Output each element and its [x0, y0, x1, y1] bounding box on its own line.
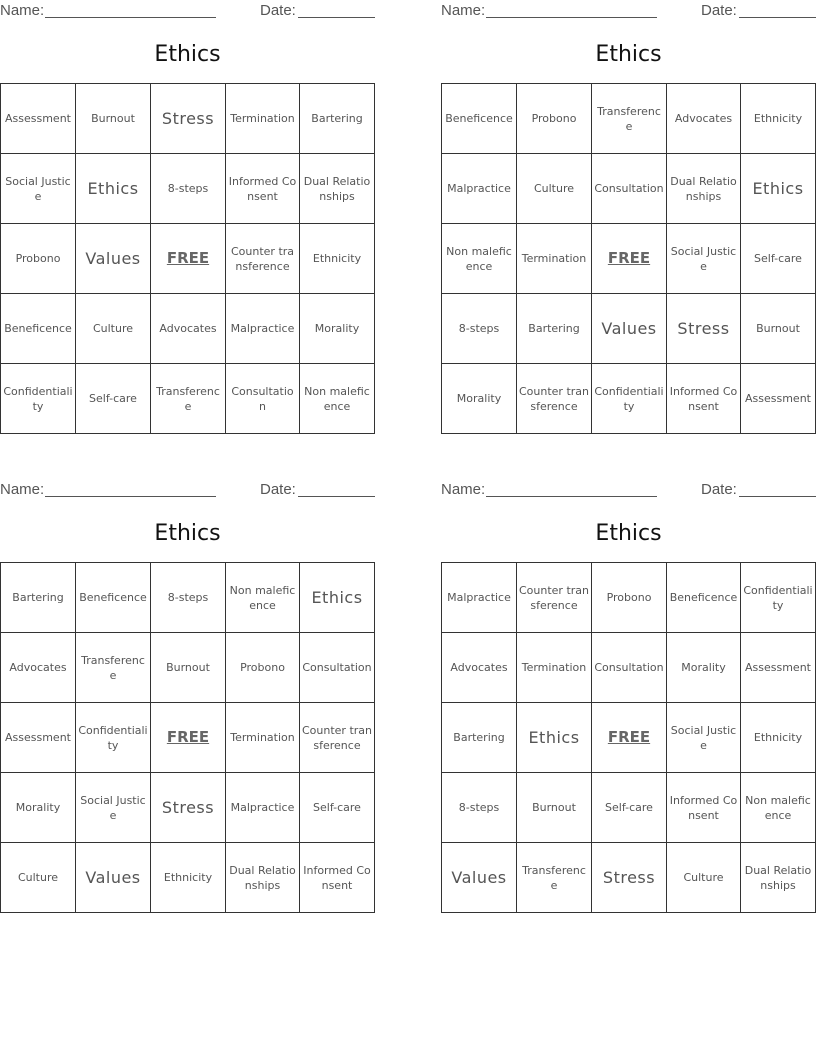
free-space-cell: FREE	[151, 224, 226, 294]
bingo-cell: Probono	[517, 84, 592, 154]
bingo-cell: Consultation	[592, 633, 667, 703]
bingo-cell: Malpractice	[226, 294, 300, 364]
bingo-cell: Informed Consent	[667, 773, 741, 843]
bingo-cell: Dual Relationships	[300, 154, 375, 224]
bingo-cell: Advocates	[1, 633, 76, 703]
date-label: Date:	[701, 481, 737, 498]
bingo-cell: Values	[76, 224, 151, 294]
bingo-cell: Beneficence	[442, 84, 517, 154]
name-label: Name:	[0, 481, 45, 498]
bingo-grid	[0, 83, 375, 434]
bingo-cell: Ethics	[300, 563, 375, 633]
bingo-cell: 8-steps	[151, 563, 226, 633]
bingo-cell: Stress	[151, 84, 226, 154]
bingo-cell: Dual Relationships	[741, 843, 816, 913]
date-line	[739, 496, 816, 497]
bingo-cell: Ethnicity	[741, 84, 816, 154]
bingo-cell: Advocates	[151, 294, 226, 364]
bingo-cell: Informed Consent	[667, 364, 741, 434]
bingo-cell: Morality	[300, 294, 375, 364]
bingo-cell: Termination	[517, 633, 592, 703]
name-label: Name:	[441, 2, 486, 19]
bingo-cell: Malpractice	[442, 563, 517, 633]
bingo-cell: Beneficence	[1, 294, 76, 364]
bingo-cell: Bartering	[517, 294, 592, 364]
bingo-cell: Stress	[592, 843, 667, 913]
bingo-cell: Self-care	[76, 364, 151, 434]
bingo-cell: Confidentiality	[76, 703, 151, 773]
bingo-cell: Self-care	[592, 773, 667, 843]
card-header	[0, 479, 375, 501]
bingo-cell: Dual Relationships	[226, 843, 300, 913]
bingo-cell: Assessment	[741, 364, 816, 434]
bingo-cell: Bartering	[1, 563, 76, 633]
bingo-cell: Probono	[226, 633, 300, 703]
bingo-cell: Bartering	[300, 84, 375, 154]
bingo-grid	[441, 562, 816, 913]
bingo-cell: Values	[592, 294, 667, 364]
free-space-cell: FREE	[592, 224, 667, 294]
bingo-cell: Probono	[1, 224, 76, 294]
bingo-cell: Non maleficence	[226, 563, 300, 633]
bingo-cell: Burnout	[151, 633, 226, 703]
bingo-cell: Burnout	[517, 773, 592, 843]
bingo-cell: Termination	[517, 224, 592, 294]
bingo-cell: Transference	[151, 364, 226, 434]
bingo-cell: Non maleficence	[442, 224, 517, 294]
bingo-cell: Informed Consent	[300, 843, 375, 913]
bingo-cell: Morality	[442, 364, 517, 434]
bingo-cell: Culture	[667, 843, 741, 913]
date-line	[298, 496, 375, 497]
bingo-cell: Transference	[517, 843, 592, 913]
bingo-cell: Ethnicity	[741, 703, 816, 773]
bingo-cell: Self-care	[741, 224, 816, 294]
bingo-cell: Stress	[151, 773, 226, 843]
bingo-cell: Ethnicity	[300, 224, 375, 294]
bingo-cell: Morality	[667, 633, 741, 703]
bingo-cell: Bartering	[442, 703, 517, 773]
bingo-cell: Transference	[592, 84, 667, 154]
bingo-cell: Counter transference	[517, 364, 592, 434]
bingo-cell: Ethics	[741, 154, 816, 224]
card-title: Ethics	[154, 521, 221, 546]
bingo-cell: Confidentiality	[592, 364, 667, 434]
bingo-cell: Advocates	[442, 633, 517, 703]
bingo-cell: Counter transference	[226, 224, 300, 294]
bingo-cell: Culture	[76, 294, 151, 364]
bingo-cell: Confidentiality	[1, 364, 76, 434]
bingo-cell: Assessment	[741, 633, 816, 703]
bingo-cell: Ethics	[76, 154, 151, 224]
bingo-cell: Transference	[76, 633, 151, 703]
name-label: Name:	[441, 481, 486, 498]
bingo-cell: Termination	[226, 703, 300, 773]
date-label: Date:	[260, 2, 296, 19]
name-label: Name:	[0, 2, 45, 19]
bingo-cell: Confidentiality	[741, 563, 816, 633]
card-title: Ethics	[154, 42, 221, 67]
name-line	[45, 496, 216, 497]
date-line	[298, 17, 375, 18]
bingo-cell: Malpractice	[226, 773, 300, 843]
bingo-cell: Beneficence	[76, 563, 151, 633]
bingo-cell: Dual Relationships	[667, 154, 741, 224]
bingo-cell: Burnout	[741, 294, 816, 364]
bingo-card	[441, 479, 816, 919]
bingo-cell: Assessment	[1, 703, 76, 773]
bingo-cell: Ethnicity	[151, 843, 226, 913]
bingo-cell: Consultation	[300, 633, 375, 703]
bingo-cell: Termination	[226, 84, 300, 154]
bingo-cell: Stress	[667, 294, 741, 364]
bingo-cell: Counter transference	[517, 563, 592, 633]
bingo-grid	[441, 83, 816, 434]
name-line	[486, 17, 657, 18]
free-space-cell: FREE	[151, 703, 226, 773]
date-line	[739, 17, 816, 18]
bingo-cell: Values	[76, 843, 151, 913]
card-title: Ethics	[595, 521, 662, 546]
bingo-cell: Consultation	[226, 364, 300, 434]
bingo-cell: 8-steps	[442, 294, 517, 364]
card-header	[441, 0, 816, 22]
date-label: Date:	[260, 481, 296, 498]
bingo-cell: Morality	[1, 773, 76, 843]
bingo-cell: Ethics	[517, 703, 592, 773]
bingo-cell: Culture	[517, 154, 592, 224]
bingo-cell: Social Justice	[1, 154, 76, 224]
bingo-cell: Non maleficence	[741, 773, 816, 843]
card-title: Ethics	[595, 42, 662, 67]
bingo-cell: 8-steps	[442, 773, 517, 843]
bingo-cell: Self-care	[300, 773, 375, 843]
bingo-cell: Informed Consent	[226, 154, 300, 224]
bingo-cell: 8-steps	[151, 154, 226, 224]
name-line	[486, 496, 657, 497]
name-line	[45, 17, 216, 18]
bingo-cell: Assessment	[1, 84, 76, 154]
bingo-cell: Consultation	[592, 154, 667, 224]
free-space-cell: FREE	[592, 703, 667, 773]
bingo-cell: Values	[442, 843, 517, 913]
bingo-cell: Beneficence	[667, 563, 741, 633]
bingo-card	[0, 479, 375, 919]
bingo-card	[0, 0, 375, 440]
card-header	[441, 479, 816, 501]
bingo-cell: Social Justice	[667, 224, 741, 294]
bingo-cell: Culture	[1, 843, 76, 913]
card-header	[0, 0, 375, 22]
bingo-cell: Burnout	[76, 84, 151, 154]
bingo-cell: Social Justice	[667, 703, 741, 773]
bingo-card	[441, 0, 816, 440]
bingo-cell: Malpractice	[442, 154, 517, 224]
bingo-grid	[0, 562, 375, 913]
bingo-cell: Advocates	[667, 84, 741, 154]
bingo-cell: Probono	[592, 563, 667, 633]
bingo-cell: Counter transference	[300, 703, 375, 773]
bingo-cell: Social Justice	[76, 773, 151, 843]
bingo-cell: Non maleficence	[300, 364, 375, 434]
date-label: Date:	[701, 2, 737, 19]
